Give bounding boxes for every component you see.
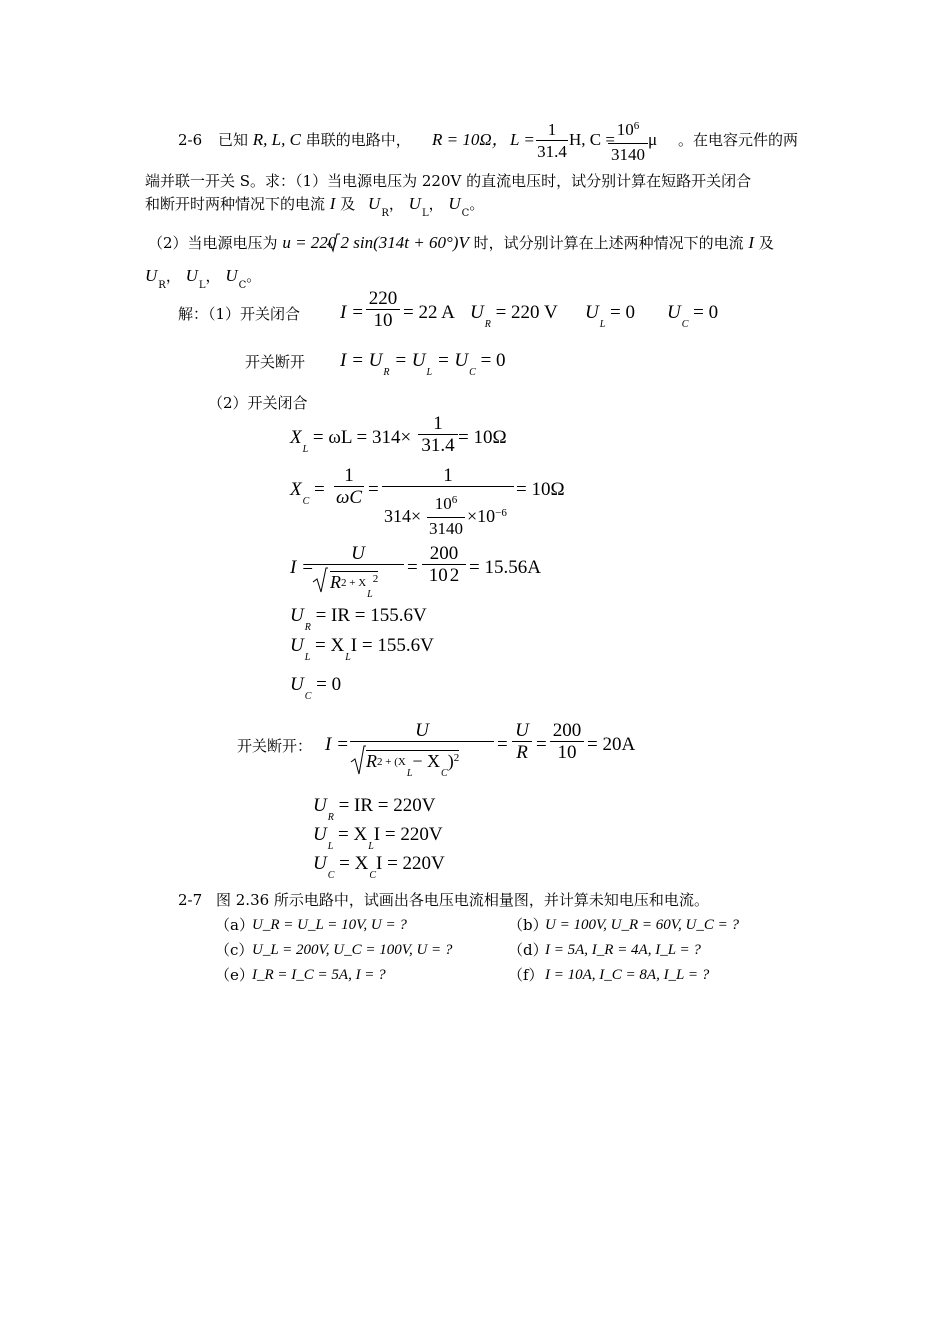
current-result: = 22 A	[403, 302, 455, 323]
xc-den-prefix: 314×	[384, 506, 422, 526]
uc-value: $U_C = 0$	[667, 302, 719, 330]
inductance-label: L =	[510, 130, 535, 149]
io-fraction-2: $\frac{U}{R}$	[512, 720, 532, 764]
io-fraction-3: $\frac{200}{10}$	[550, 720, 584, 764]
problem-text-line4: （2）当电源电压为 u = 220 2 sin(314t + 60°)V 时，试分别计算在上述两种情况下的电流 I 及	[148, 233, 774, 252]
io-equals: =	[497, 734, 508, 755]
uc3-equation: $U_C = X_CI = 220V$	[313, 853, 445, 881]
uc2-equation: $U_C = 0$	[290, 674, 342, 702]
item-b-label: （b）	[508, 916, 548, 934]
item-f-label: （f）	[508, 966, 544, 984]
i2-fraction: U	[312, 543, 404, 595]
item-d-expr: I = 5A, I_R = 4A, I_L = ?	[545, 942, 701, 958]
i2-fraction-2: $\frac{200}{10 2}$	[422, 543, 466, 587]
xl-result: = 10Ω	[458, 427, 507, 448]
current-fraction: $\frac{220}{10}$	[366, 288, 400, 332]
xl-equation: $X_L = \omega L = 314\times$	[290, 427, 412, 455]
ul2-equation: $U_L = X_LI = 155.6V$	[290, 635, 434, 663]
inductance-fraction: $\frac{1}{31.4}$	[537, 120, 567, 161]
item-b-expr: U = 100V, U_R = 60V, U_C = ?	[545, 917, 739, 933]
item-d-label: （d）	[508, 941, 548, 959]
io-label: I =	[325, 734, 349, 755]
xc-equation: $X_C$ =	[290, 479, 325, 507]
problem-text-line2: 端并联一开关 S。求：（1）当电源电压为 220V 的直流电压时，试分别计算在短路开关闭合	[145, 172, 752, 190]
ur2-equation: $U_R$ = IR = 155.6V	[290, 605, 427, 633]
item-a-label: （a）	[215, 916, 254, 934]
i2-denominator: $R2 + X_L^2$	[330, 572, 379, 600]
item-c-label: （c）	[215, 941, 254, 959]
ul3-equation: $U_L = X_LI = 220V$	[313, 824, 443, 852]
current-label: I =	[340, 302, 364, 323]
problem-number: 2-7	[178, 891, 203, 909]
xc-fraction-1: $\frac{1}{\omega C}$	[335, 465, 363, 508]
xc-den-suffix: $\times 10^{-6}$	[467, 506, 507, 526]
io-equals-2: =	[536, 734, 547, 755]
io-fraction: U	[350, 720, 494, 772]
sqrt-sign	[312, 566, 328, 594]
switch-open-label: 开关断开	[245, 353, 306, 371]
sqrt-sign	[326, 233, 340, 253]
ur-value: $U_R = 220$ V	[470, 302, 558, 330]
solution-part1-label: 解：（1）开关闭合	[178, 305, 301, 323]
xc-den-fraction: $\frac{10^6}{3140}$	[429, 494, 463, 538]
problem-text-line3: 和断开时两种情况下的电流 I 及 $U_R$， $U_L$， $U_C$。	[145, 194, 485, 219]
item-f-expr: I = 10A, I_C = 8A, I_L = ?	[545, 967, 710, 983]
xc-fraction-2: 1	[382, 465, 514, 531]
i2-equals: =	[407, 557, 418, 578]
item-e-label: （e）	[215, 966, 254, 984]
switch-open-label-2: 开关断开：	[237, 737, 313, 755]
item-a-expr: U_R = U_L = 10V, U = ?	[252, 917, 407, 933]
resistance-value: R = 10Ω，	[432, 130, 509, 149]
xc-result: = 10Ω	[516, 479, 565, 500]
io-denominator: $R2 + (X_L- X_C)^2$	[366, 751, 460, 779]
sqrt-sign	[350, 744, 366, 776]
open-equation: $I = U_R = U_L = U_C = 0$	[340, 350, 506, 378]
problem-text: 已知 R, L, C 串联的电路中，	[218, 130, 411, 149]
ul-value: $U_L = 0$	[585, 302, 636, 330]
item-e-expr: I_R = I_C = 5A, I = ?	[252, 967, 386, 983]
capacitance-unit: μ	[648, 130, 658, 149]
ur3-equation: $U_R$ = IR = 220V	[313, 795, 436, 823]
capacitance-fraction: $\frac{10^6}{3140}$	[608, 119, 648, 166]
problem-text: 图 2.36 所示电路中，试画出各电压电流相量图，并计算未知电压和电流。	[216, 891, 709, 909]
i2-label: I =	[290, 557, 314, 578]
i2-result: = 15.56A	[469, 557, 541, 578]
problem-number: 2-6	[178, 131, 203, 149]
capacitance-label: H, C =	[569, 130, 615, 149]
item-c-expr: U_L = 200V, U_C = 100V, U = ?	[252, 942, 453, 958]
problem-text-line5: $U_R$， $U_L$， $U_C$。	[145, 266, 262, 291]
solution-part2-label: （2）开关闭合	[208, 394, 308, 412]
xc-equals: =	[368, 479, 379, 500]
problem-text-end: 。在电容元件的两	[678, 131, 799, 149]
xl-fraction: $\frac{1}{31.4}$	[418, 413, 458, 457]
io-result: = 20A	[587, 734, 636, 755]
